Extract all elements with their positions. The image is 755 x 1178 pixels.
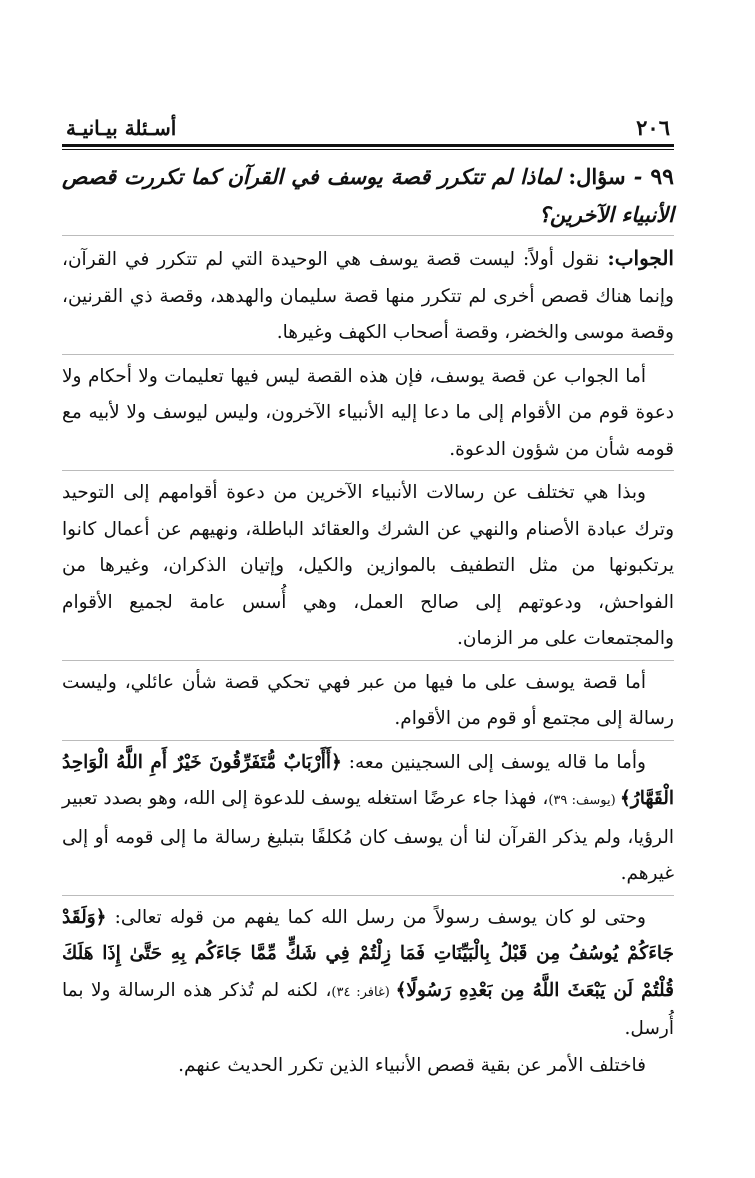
paragraph-5 xyxy=(62,745,674,893)
paragraph-5-lead: وأما ما قاله يوسف إلى السجينين معه: xyxy=(341,751,646,773)
verse-reference-ghafir: (غافر: ٣٤) xyxy=(331,984,396,1000)
question-text: لماذا لم تتكرر قصة يوسف في القرآن كما تكررت قصص الأنبياء الآخرين؟ xyxy=(62,164,674,227)
book-page xyxy=(62,112,674,1084)
quran-verse-yusuf: ﴿أَأَرْبَابٌ مُّتَفَرِّقُونَ خَيْرٌ أَمِ اللَّهُ الْوَاحِدُ الْقَهَّارُ﴾ xyxy=(62,751,675,809)
answer-label: الجواب: xyxy=(607,246,674,270)
section-divider xyxy=(62,660,674,661)
paragraph-answer-intro xyxy=(62,240,674,352)
paragraph-6-rest: ، لكنه لم تُذكر هذه الرسالة ولا بما أُرسل. xyxy=(62,979,674,1039)
question-number: ٩٩ xyxy=(650,164,674,190)
question-dash: - xyxy=(625,164,651,189)
header-rule-thick xyxy=(62,144,674,147)
section-divider xyxy=(62,470,674,471)
section-divider xyxy=(62,895,674,896)
paragraph-1-text: نقول أولاً: ليست قصة يوسف هي الوحيدة التي لم تتكرر في القرآن، وإنما هناك قصص أخرى لم تتكرر منها قصة سليمان والهدهد، وقصة ذي القرنين، وقصة موسى والخضر، وقصة أصحاب الكهف وغيرها. xyxy=(62,249,674,343)
running-title: أسـئلة بيـانيـة xyxy=(66,116,177,140)
paragraph-4: أما قصة يوسف على ما فيها من عبر فهي تحكي قصة شأن عائلي، وليست رسالة إلى مجتمع أو قوم من الأقوام. xyxy=(62,671,674,729)
quran-verse-ghafir: ﴿وَلَقَدْ جَاءَكُمْ يُوسُفُ مِن قَبْلُ بِالْبَيِّنَاتِ فَمَا زِلْتُمْ فِي شَكٍّ مِّمَّا جَاءَكُم بِهِ حَتَّىٰ إِذَا هَلَكَ قُلْتُمْ لَن يَبْعَثَ اللَّهُ مِن بَعْدِهِ رَسُولًا﴾ xyxy=(62,906,674,1001)
question-heading xyxy=(62,158,674,233)
paragraph-5-rest: ، فهذا جاء عرضًا استغله يوسف للدعوة إلى الله، وهو بصدد تعبير الرؤيا، ولم يذكر القرآن لنا أن يوسف كان مُكلفًا بتبليغ رسالة ما إلى قومه أو إلى غيرهم. xyxy=(62,788,674,884)
paragraph-6 xyxy=(62,900,674,1048)
section-divider xyxy=(62,354,674,355)
section-divider xyxy=(62,740,674,741)
question-label: سؤال: xyxy=(568,164,626,189)
page-number: ٢٠٦ xyxy=(636,115,670,140)
paragraph-2: أما الجواب عن قصة يوسف، فإن هذه القصة ليس فيها تعليمات ولا أحكام ولا دعوة قوم من الأقوام إلى ما دعا إليه الأنبياء الآخرون، وليس ليوسف ولا لأبيه مع قومه شأن من شؤون الدعوة. xyxy=(62,365,674,460)
verse-reference-yusuf: (يوسف: ٣٩) xyxy=(548,793,620,808)
page-header xyxy=(62,112,674,142)
paragraph-3: وبذا هي تختلف عن رسالات الأنبياء الآخرين من دعوة أقوامهم إلى التوحيد وترك عبادة الأصنام والنهي عن الشرك والعقائد الباطلة، ونهيهم عن أعمال كانوا يرتكبونها من مثل التطفيف بالموازين والكيل، وإتيان الذكران، وغيرها من الفواحش، ودعوتهم إلى صالح العمل، وهي أُسس عامة لجميع الأقوام والمجتمعات على مر الزمان. xyxy=(62,482,674,649)
section-divider xyxy=(62,235,674,236)
paragraph-7: فاختلف الأمر عن بقية قصص الأنبياء الذين تكرر الحديث عنهم. xyxy=(178,1054,646,1076)
header-rule-thin xyxy=(62,149,674,150)
paragraph-6-lead: وحتى لو كان يوسف رسولاً من رسل الله كما يفهم من قوله تعالى: xyxy=(106,906,646,928)
